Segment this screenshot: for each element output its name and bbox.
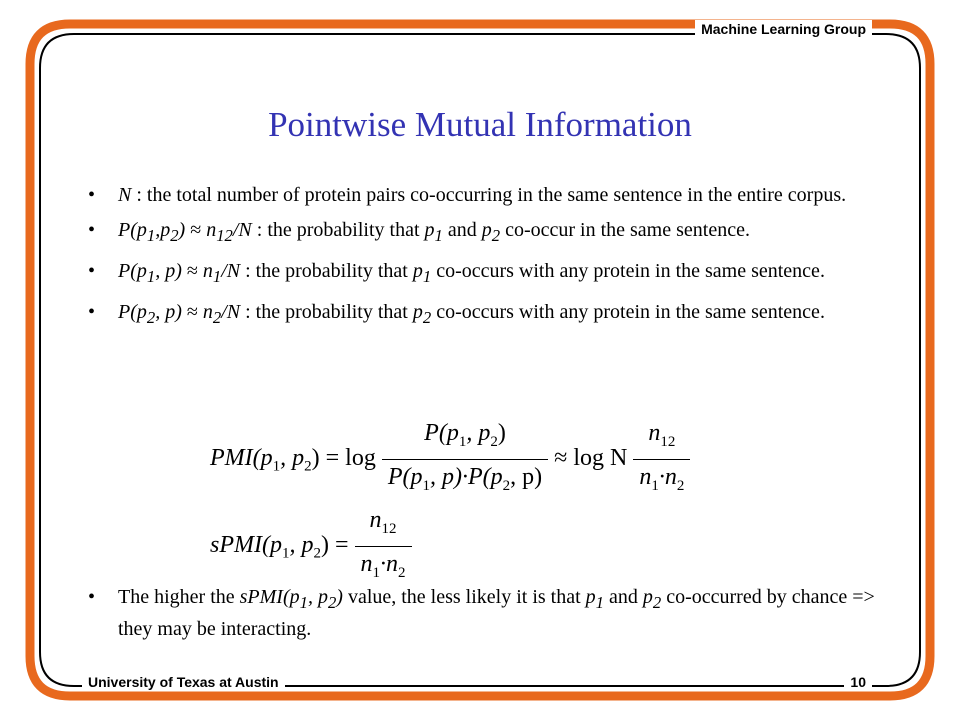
slide-title: Pointwise Mutual Information [268, 105, 692, 144]
bullet-dot: • [88, 586, 96, 608]
math-var: N [118, 184, 132, 206]
spmi-fraction: $\frac{n_{12}}{n_1\cdot n_2}$ [355, 503, 412, 590]
bullet-text: : the probability that [240, 301, 413, 323]
pmi-equation: $PMI(p_1$, $p_2) = \log$ $\frac{P(p_1, p_2)}{P(p_1, p)\cdot P(p_2, p)}$ ≈ log N $\frac{n_{12}}{n_1\cdot n_2}$ [210, 416, 690, 503]
approx-log-n: ≈ log N [554, 444, 628, 471]
math-expr: $P(p_1,p_2)$ [118, 219, 191, 245]
pmi-fraction: $\frac{P(p_1, p_2)}{P(p_1, p)\cdot P(p_2, p)}$ [382, 416, 548, 503]
math-expr: $n_2/N$ [202, 301, 241, 327]
bullet-text: : the probability that [251, 219, 425, 241]
bullet-item [88, 258, 878, 290]
bullet-text: co-occurs with any protein in the same sentence. [431, 301, 825, 323]
approx-sign: ≈ [190, 219, 207, 241]
math-var: $p_2$ [642, 586, 662, 612]
approx-sign: ≈ [181, 301, 203, 323]
bullet-text: co-occurs with any protein in the same sentence. [431, 260, 825, 282]
spmi-equation: $sPMI(p_1$, $p_2$) = $\frac{n_{12}}{n_1\cdot n_2}$ [210, 503, 412, 590]
bullet-item [88, 217, 878, 249]
math-expr: $n_1/N$ [202, 260, 241, 286]
bullet-dot: • [88, 301, 96, 323]
bullet-list-bottom [88, 584, 878, 651]
bullet-text: : the probability that [240, 260, 413, 282]
math-expr: $P(p_2$, p) [118, 301, 182, 327]
bullet-text: co-occur in the same sentence. [500, 219, 750, 241]
footer-university: University of Texas at Austin [82, 673, 285, 691]
n-fraction: $\frac{n_{12}}{n_1\cdot n_2}$ [633, 416, 690, 503]
bullet-text: co-occurred by chance => they may be interacting. [118, 586, 875, 640]
bullet-item [88, 182, 878, 208]
bullet-dot: • [88, 260, 96, 282]
bullet-list [88, 182, 878, 340]
bullet-text: and [442, 219, 482, 241]
footer-page-number: 10 [844, 673, 872, 691]
header-group-name: Machine Learning Group [695, 20, 872, 38]
bullet-text: The higher the [118, 586, 240, 608]
bullet-text: value, the less likely it is that [342, 586, 586, 608]
math-expr: $P(p_1$, p) [118, 260, 182, 286]
math-expr: $sPMI(p_1$, $p_2$) [239, 586, 343, 612]
approx-sign: ≈ [181, 260, 203, 282]
bullet-dot: • [88, 219, 96, 241]
math-var: $p_2$ [412, 301, 432, 327]
math-expr: $n_{12}/N$ [206, 219, 252, 245]
math-var: $p_1$ [412, 260, 432, 286]
math-var: $p_1$ [585, 586, 604, 612]
bullet-dot: • [88, 184, 96, 206]
bullet-item [88, 299, 878, 331]
bullet-text: : the total number of protein pairs co-occurring in the same sentence in the entire corpus. [131, 184, 847, 206]
math-var: $p_2$ [481, 219, 501, 245]
bullet-text: and [604, 586, 643, 608]
bullet-item [88, 584, 878, 642]
math-var: $p_1$ [424, 219, 443, 245]
